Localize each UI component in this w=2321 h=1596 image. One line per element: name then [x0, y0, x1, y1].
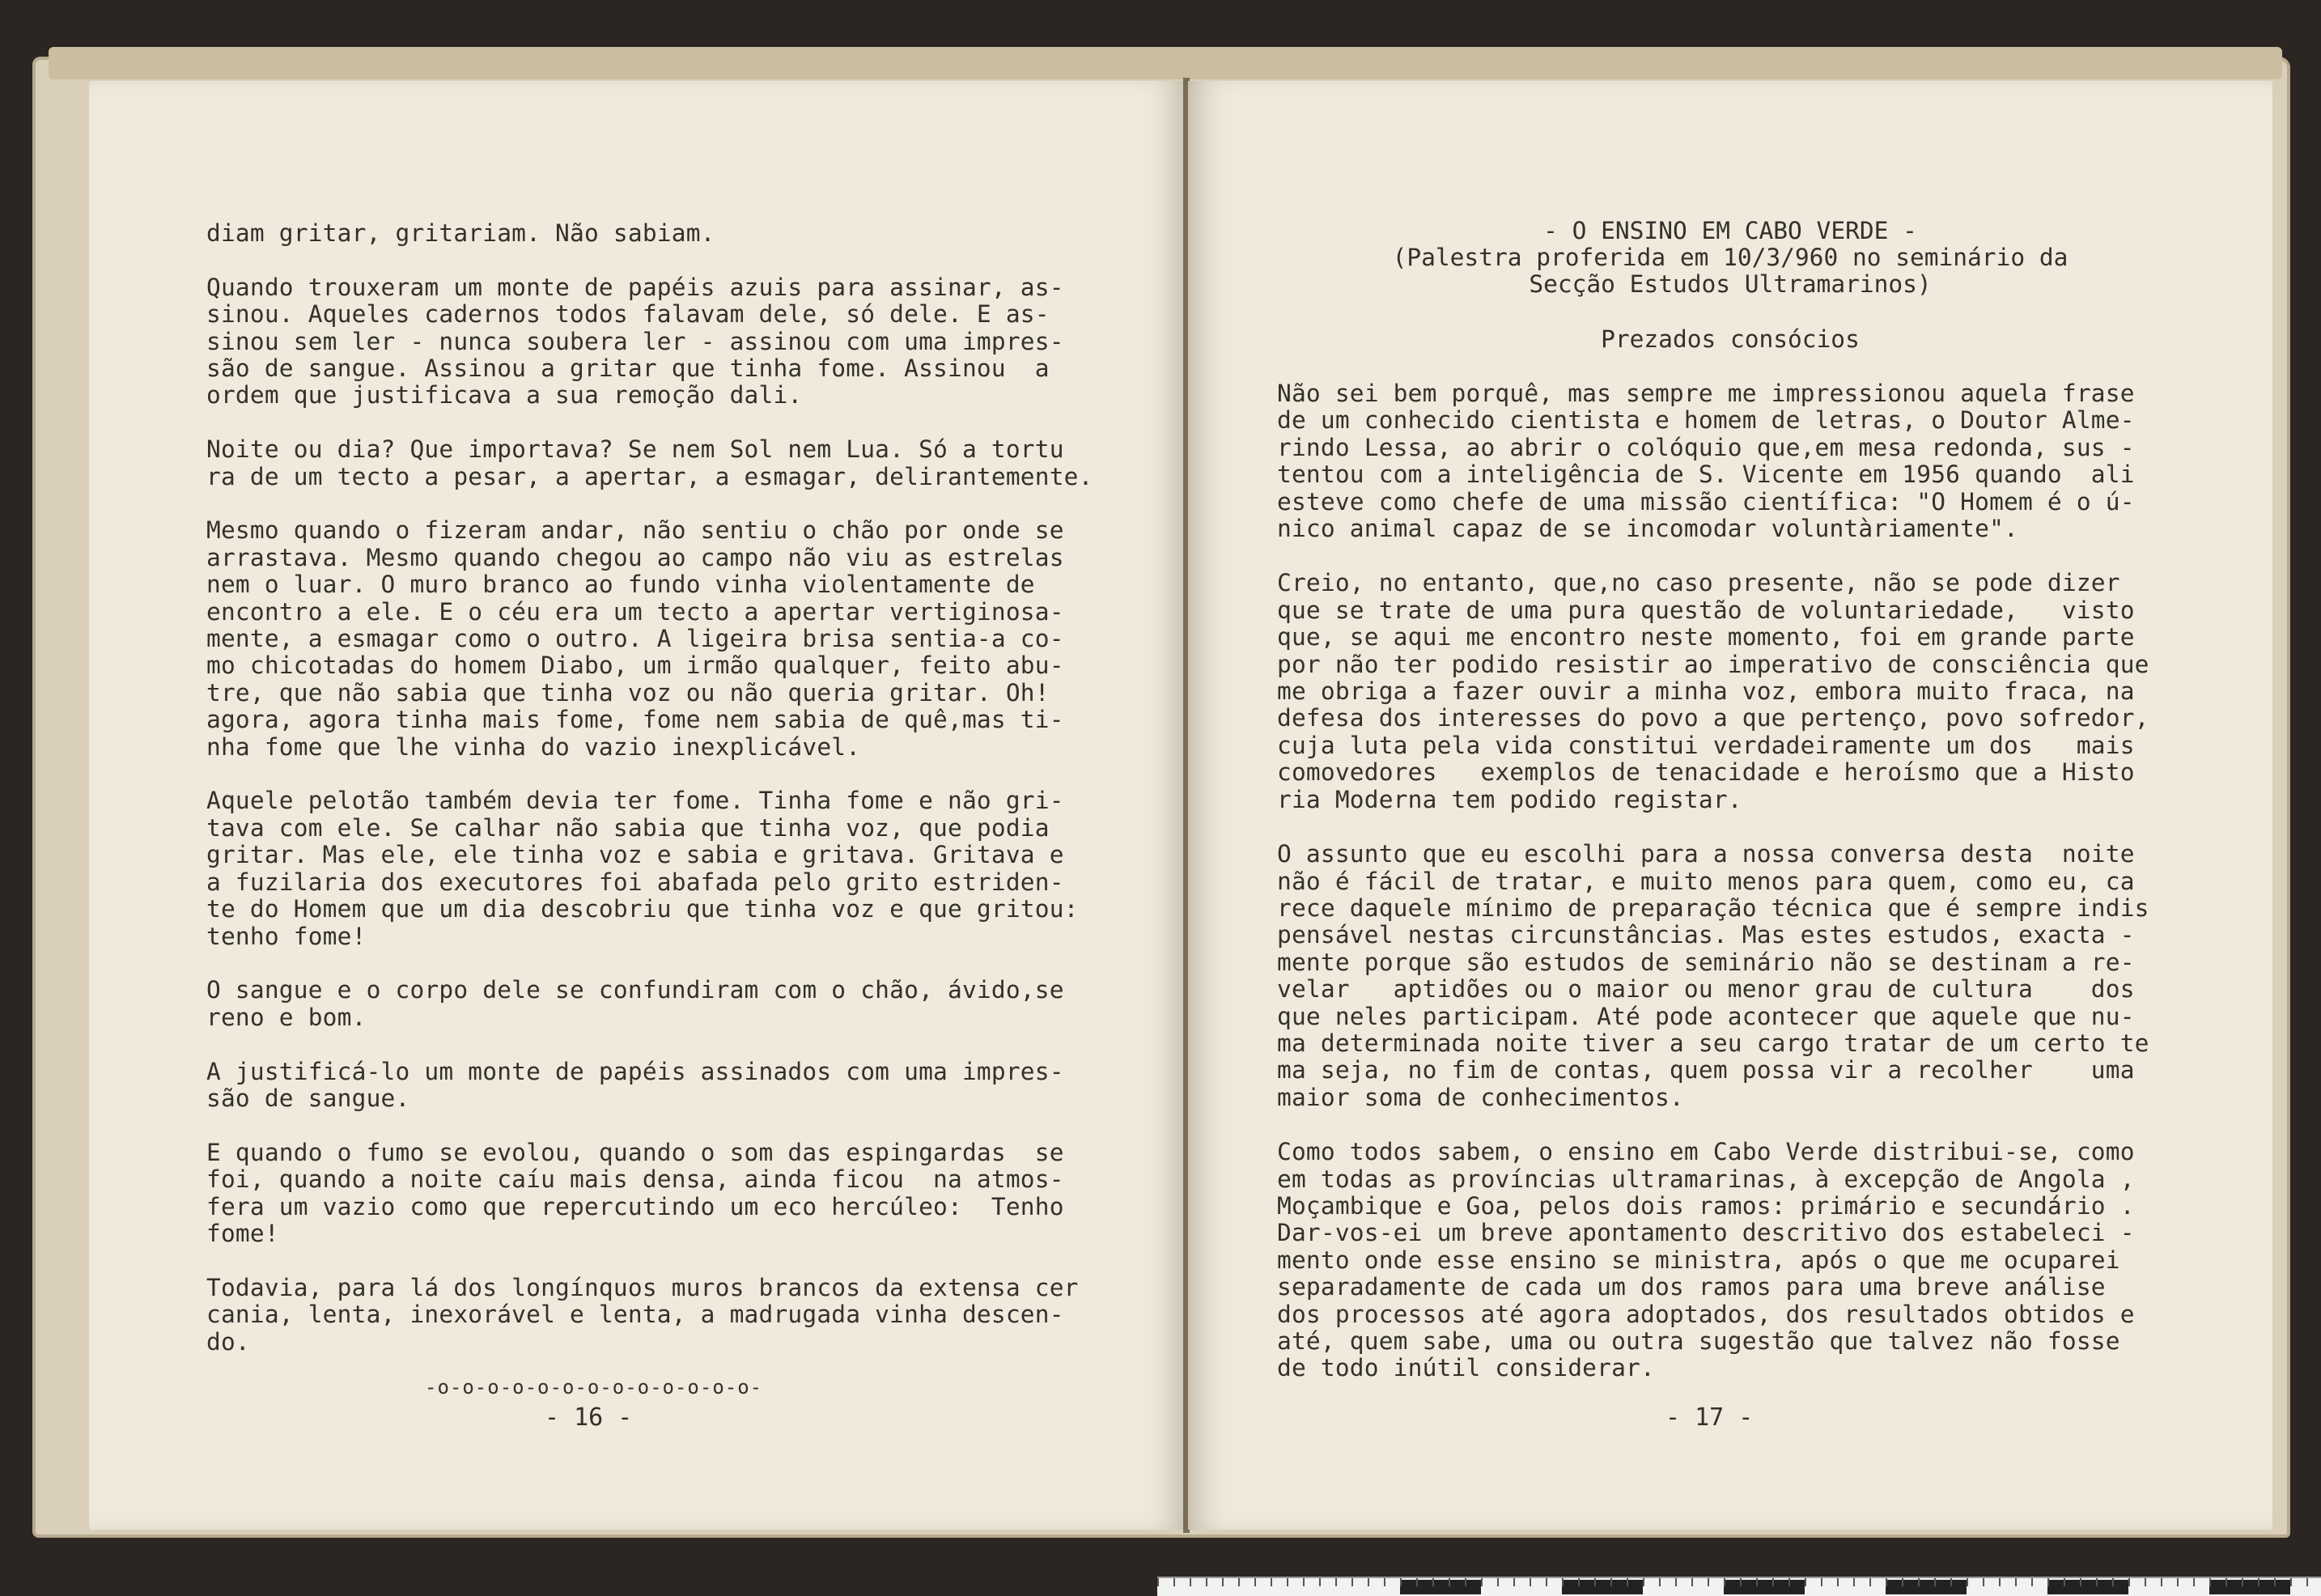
ruler-tick — [2112, 1578, 2114, 1586]
ruler-tick — [1465, 1578, 1466, 1586]
left-paragraph — [206, 1059, 1169, 1113]
ruler-tick — [1562, 1578, 1564, 1586]
ruler-tick — [1869, 1578, 1871, 1586]
text-line: tenho fome! — [206, 922, 367, 950]
ruler-tick — [1513, 1578, 1515, 1586]
right-paragraph — [1277, 380, 2232, 542]
left-paragraph — [206, 274, 1169, 410]
ruler-tick — [2193, 1578, 2195, 1586]
text-line: ordem que justificava a sua remoção dali. — [206, 381, 803, 410]
ruler-tick — [1238, 1578, 1240, 1586]
left-page — [89, 81, 1186, 1530]
ruler-tick — [1449, 1578, 1450, 1586]
text-line: fera um vazio como que repercutindo um eco hercúleo: Tenho — [206, 1192, 1064, 1220]
ruler-tick — [1967, 1578, 1968, 1586]
ruler-tick — [2290, 1578, 2292, 1586]
ruler-tick — [1351, 1578, 1353, 1586]
ruler-tick — [1254, 1578, 1256, 1586]
text-line: foi, quando a noite caíu mais densa, ainda ficou na atmos- — [206, 1165, 1064, 1194]
ruler-tick — [1627, 1578, 1628, 1586]
ruler-tick — [1999, 1578, 2001, 1586]
ruler-tick — [1659, 1578, 1661, 1586]
salutation: Prezados consócios — [1601, 325, 1860, 353]
ruler-tick — [1724, 1578, 1725, 1586]
text-line: rece daquele mínimo de preparação técnica que é sempre indis — [1277, 894, 2149, 922]
ruler-tick — [1691, 1578, 1693, 1586]
text-line: defesa dos interesses do povo a que pertenço, povo sofredor, — [1277, 704, 2149, 732]
ruler-tick — [1335, 1578, 1337, 1586]
ruler-tick — [1740, 1578, 1742, 1586]
ruler-tick — [1400, 1578, 1402, 1586]
text-line: que, se aqui me encontro neste momento, foi em grande parte — [1277, 623, 2135, 652]
right-page — [1188, 81, 2272, 1530]
ruler-tick — [2242, 1578, 2243, 1586]
text-line: maior soma de conhecimentos. — [1277, 1083, 1684, 1111]
text-line: a fuzilaria dos executores foi abafada pelo grito estriden- — [206, 868, 1064, 896]
ruler-tick — [1578, 1578, 1580, 1586]
text-line: pensável nestas circunstâncias. Mas estes estudos, exacta - — [1277, 921, 2135, 949]
text-line: do. — [206, 1327, 250, 1356]
ruler-tick — [1368, 1578, 1369, 1586]
text-line: diam gritar, gritariam. Não sabiam. — [206, 219, 715, 247]
ruler-segment — [2047, 1580, 2128, 1594]
text-line: E quando o fumo se evolou, quando o som das espingardas se — [206, 1138, 1064, 1166]
ruler-tick — [1886, 1578, 1887, 1586]
text-line: até, quem sabe, uma ou outra sugestão que talvez não fosse — [1277, 1327, 2120, 1355]
ruler-tick — [1594, 1578, 1596, 1586]
ruler-tick — [2096, 1578, 2098, 1586]
ruler-segment — [1724, 1580, 1805, 1594]
ruler-tick — [1805, 1578, 1806, 1586]
text-line: ra de um tecto a pesar, a apertar, a esmagar, delirantemente. — [206, 462, 1093, 490]
left-page-body — [206, 220, 1169, 1382]
ruler-segment — [1400, 1580, 1481, 1594]
ruler-segment — [2209, 1580, 2290, 1594]
ruler-tick — [2080, 1578, 2081, 1586]
ruler-tick — [2031, 1578, 2033, 1586]
text-line: ma determinada noite tiver a seu cargo tratar de um certo te — [1277, 1029, 2149, 1057]
text-line: Aquele pelotão também devia ter fome. Tinha fome e não gri- — [206, 787, 1064, 815]
text-line: que neles participam. Até pode acontecer que aquele que nu- — [1277, 1002, 2135, 1030]
ruler-tick — [1788, 1578, 1790, 1586]
text-line: Todavia, para lá dos longínquos muros brancos da extensa cer — [206, 1273, 1079, 1301]
left-paragraph — [206, 1275, 1169, 1356]
ruler-tick — [1708, 1578, 1709, 1586]
text-line: encontro a ele. E o céu era um tecto a apertar vertiginosa- — [206, 597, 1064, 626]
scale-ruler — [1157, 1577, 2321, 1596]
text-line: tre, que não sabia que tinha voz ou não queria gritar. Oh! — [206, 678, 1050, 707]
ruler-tick — [1157, 1578, 1159, 1586]
ruler-tick — [1481, 1578, 1483, 1586]
text-line: por não ter podido resistir ao imperativo de consciência que — [1277, 650, 2149, 678]
ruler-tick — [1902, 1578, 1903, 1586]
lecture-title: - O ENSINO EM CABO VERDE - — [1543, 217, 1917, 244]
ruler-tick — [1173, 1578, 1175, 1586]
text-line: Mesmo quando o fizeram andar, não sentiu o chão por onde se — [206, 516, 1064, 545]
text-line: agora, agora tinha mais fome, fome nem sabia de quê,mas ti- — [206, 706, 1064, 734]
ruler-tick — [1643, 1578, 1644, 1586]
ruler-tick — [2047, 1578, 2049, 1586]
text-line: Noite ou dia? Que importava? Se nem Sol nem Lua. Só a tortu — [206, 435, 1064, 464]
text-line: nico animal capaz de se incomodar voluntàriamente". — [1277, 515, 2018, 543]
ruler-tick — [1918, 1578, 1920, 1586]
ruler-tick — [2274, 1578, 2276, 1586]
text-line: fome! — [206, 1219, 279, 1247]
text-line: nem o luar. O muro branco ao fundo vinha violentamente de — [206, 571, 1035, 599]
ruler-tick — [2177, 1578, 2179, 1586]
ruler-tick — [1416, 1578, 1418, 1586]
text-line: tentou com a inteligência de S. Vicente em 1956 quando ali — [1277, 461, 2135, 489]
section-divider: -o-o-o-o-o-o-o-o-o-o-o-o-o- — [425, 1376, 763, 1399]
text-line: mente porque são estudos de seminário não se destinam a re- — [1277, 948, 2135, 976]
text-line: ma seja, no fim de contas, quem possa vir a recolher uma — [1277, 1056, 2135, 1085]
text-line: Como todos sabem, o ensino em Cabo Verde distribui-se, como — [1277, 1138, 2135, 1166]
ruler-tick — [1934, 1578, 1936, 1586]
text-line: são de sangue. — [206, 1084, 410, 1112]
text-line: arrastava. Mesmo quando chegou ao campo não viu as estrelas — [206, 543, 1064, 571]
text-line: Não sei bem porquê, mas sempre me impressionou aquela frase — [1277, 380, 2135, 407]
left-paragraph — [206, 977, 1169, 1031]
text-line: cania, lenta, inexorável e lenta, a madrugada vinha descen- — [206, 1301, 1064, 1329]
text-line: rindo Lessa, ao abrir o colóquio que,em mesa redonda, sus - — [1277, 433, 2135, 461]
text-line: me obriga a fazer ouvir a minha voz, embora muito fraca, na — [1277, 677, 2135, 706]
text-line: Quando trouxeram um monte de papéis azuis para assinar, as- — [206, 273, 1064, 301]
text-line: que se trate de uma pura questão de voluntariedade, visto — [1277, 596, 2135, 624]
right-paragraph — [1277, 1139, 2232, 1382]
left-paragraph — [206, 787, 1169, 949]
lecture-subtitle-line1: (Palestra proferida em 10/3/960 no seminário da — [1392, 244, 2069, 271]
page-number-left: - 16 - — [545, 1403, 633, 1432]
text-line: comovedores exemplos de tenacidade e heroísmo que a Histo — [1277, 758, 2135, 787]
ruler-tick — [2209, 1578, 2211, 1586]
ruler-tick — [1756, 1578, 1758, 1586]
ruler-tick — [1821, 1578, 1822, 1586]
ruler-segment — [1886, 1580, 1967, 1594]
ruler-tick — [1983, 1578, 1984, 1586]
text-line: de todo inútil considerar. — [1277, 1354, 1655, 1382]
text-line: Dar-vos-ei um breve apontamento descritivo dos estabeleci - — [1277, 1219, 2135, 1247]
ruler-tick — [1772, 1578, 1774, 1586]
ruler-tick — [1384, 1578, 1385, 1586]
ruler-tick — [2128, 1578, 2130, 1586]
text-line: são de sangue. Assinou a gritar que tinha fome. Assinou a — [206, 354, 1050, 383]
right-page-body — [1277, 380, 2232, 1410]
ruler-tick — [2161, 1578, 2162, 1586]
left-paragraph — [206, 517, 1169, 761]
text-line: mente, a esmagar como o outro. A ligeira brisa sentia-a co- — [206, 625, 1064, 653]
ruler-tick — [1837, 1578, 1839, 1586]
text-line: Moçambique e Goa, pelos dois ramos: primário e secundário . — [1277, 1191, 2135, 1220]
text-line: nha fome que lhe vinha do vazio inexplicável. — [206, 732, 861, 761]
left-paragraph — [206, 220, 1169, 247]
text-line: em todas as províncias ultramarinas, à excepção de Angola , — [1277, 1165, 2135, 1193]
text-line: sinou. Aqueles cadernos todos falavam dele, só dele. E as- — [206, 300, 1050, 329]
page-number-right: - 17 - — [1665, 1403, 1754, 1432]
right-paragraph — [1277, 841, 2232, 1111]
ruler-tick — [1271, 1578, 1272, 1586]
ruler-tick — [2145, 1578, 2146, 1586]
text-line: separadamente de cada um dos ramos para uma breve análise — [1277, 1273, 2106, 1301]
lecture-subtitle-line2: Secção Estudos Ultramarinos) — [1529, 270, 1932, 298]
text-line: mento onde esse ensino se ministra, após o que me ocuparei — [1277, 1246, 2120, 1274]
text-line: velar aptidões ou o maior ou menor grau de cultura dos — [1277, 975, 2135, 1004]
text-line: mo chicotadas do homem Diabo, um irmão qualquer, feito abu- — [206, 652, 1064, 680]
ruler-tick — [1546, 1578, 1547, 1586]
ruler-tick — [1190, 1578, 1191, 1586]
ruler-tick — [1206, 1578, 1207, 1586]
left-paragraph — [206, 436, 1169, 490]
text-line: de um conhecido cientista e homem de letras, o Doutor Alme- — [1277, 406, 2135, 435]
text-line: sinou sem ler - nunca soubera ler - assinou com uma impres- — [206, 327, 1064, 355]
ruler-tick — [1610, 1578, 1612, 1586]
ruler-tick — [1675, 1578, 1677, 1586]
text-line: te do Homem que um dia descobriu que tinha voz e que gritou: — [206, 895, 1079, 923]
ruler-tick — [2226, 1578, 2227, 1586]
ruler-tick — [1319, 1578, 1321, 1586]
text-line: A justificá-lo um monte de papéis assinados com uma impres- — [206, 1057, 1064, 1085]
text-line: não é fácil de tratar, e muito menos para quem, como eu, ca — [1277, 867, 2135, 895]
page-edges — [49, 47, 2282, 79]
ruler-tick — [1287, 1578, 1288, 1586]
ruler-tick — [1530, 1578, 1531, 1586]
ruler-tick — [2015, 1578, 2017, 1586]
text-line: O sangue e o corpo dele se confundiram com o chão, ávido,se — [206, 976, 1064, 1004]
ruler-tick — [1497, 1578, 1499, 1586]
ruler-tick — [1222, 1578, 1224, 1586]
ruler-tick — [1432, 1578, 1434, 1586]
ruler-tick — [2064, 1578, 2065, 1586]
ruler-tick — [2306, 1578, 2308, 1586]
text-line: O assunto que eu escolhi para a nossa conversa desta noite — [1277, 840, 2135, 868]
right-paragraph — [1277, 570, 2232, 813]
text-line: dos processos até agora adoptados, dos resultados obtidos e — [1277, 1300, 2135, 1328]
text-line: gritar. Mas ele, ele tinha voz e sabia e gritava. Gritava e — [206, 841, 1064, 869]
ruler-tick — [1853, 1578, 1855, 1586]
ruler-segment — [1562, 1580, 1643, 1594]
ruler-tick — [1950, 1578, 1952, 1586]
left-paragraph — [206, 1140, 1169, 1248]
text-line: ria Moderna tem podido registar. — [1277, 785, 1742, 813]
text-line: cuja luta pela vida constitui verdadeiramente um dos mais — [1277, 731, 2135, 759]
text-line: esteve como chefe de uma missão científica: "O Homem é o ú- — [1277, 487, 2135, 516]
text-line: Creio, no entanto, que,no caso presente, não se pode dizer — [1277, 569, 2120, 597]
text-line: reno e bom. — [206, 1003, 367, 1031]
text-line: tava com ele. Se calhar não sabia que tinha voz, que podia — [206, 813, 1050, 842]
ruler-tick — [2258, 1578, 2259, 1586]
ruler-tick — [1303, 1578, 1305, 1586]
